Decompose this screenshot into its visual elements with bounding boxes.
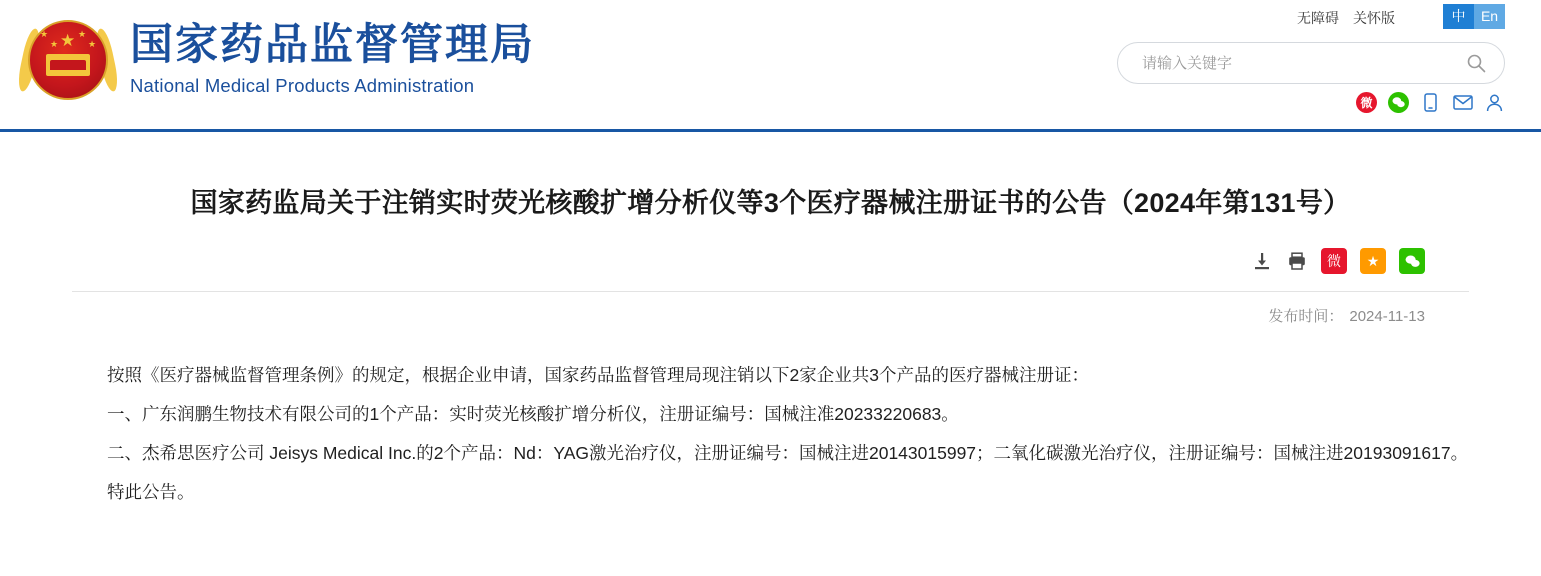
- share-wechat-icon[interactable]: [1399, 248, 1425, 274]
- share-weibo-icon[interactable]: 微: [1321, 248, 1347, 274]
- utility-links: [1297, 8, 1395, 28]
- social-links: [1356, 92, 1505, 113]
- mail-icon[interactable]: [1452, 92, 1473, 113]
- site-title-cn: 国家药品监督管理局: [130, 22, 535, 69]
- article-paragraph: 特此公告。: [107, 482, 195, 502]
- lang-cn-button[interactable]: 中: [1443, 4, 1474, 29]
- publish-label: 发布时间：: [1268, 308, 1344, 325]
- article-body: [72, 326, 1469, 512]
- site-header: [0, 0, 1541, 132]
- print-icon[interactable]: [1286, 250, 1308, 272]
- care-version-link[interactable]: 关怀版: [1353, 10, 1395, 26]
- lang-en-button[interactable]: En: [1474, 4, 1505, 29]
- publish-meta: [72, 292, 1469, 326]
- article-paragraph: 二、杰希思医疗公司 Jeisys Medical Inc.的2个产品：Nd：YAG激光治疗仪，注册证编号：国械注进20143015997；二氧化碳激光治疗仪，注册证编号：国械注进20193091617。: [107, 443, 1469, 463]
- wechat-icon[interactable]: [1388, 92, 1409, 113]
- favorite-icon[interactable]: ★: [1360, 248, 1386, 274]
- download-icon[interactable]: [1251, 250, 1273, 272]
- article-paragraph: 按照《医疗器械监督管理条例》的规定，根据企业申请，国家药品监督管理局现注销以下2家企业共3个产品的医疗器械注册证：: [107, 365, 1089, 385]
- publish-date: 2024-11-13: [1349, 308, 1425, 325]
- page-title: 国家药监局关于注销实时荧光核酸扩增分析仪等3个医疗器械注册证书的公告（2024年第131号）: [190, 188, 1351, 218]
- site-title-en: National Medical Products Administration: [130, 75, 475, 96]
- article-container: [0, 132, 1541, 512]
- accessibility-link[interactable]: 无障碍: [1297, 10, 1339, 26]
- search-input[interactable]: [1118, 55, 1466, 72]
- article-toolbar: [72, 244, 1469, 292]
- user-icon[interactable]: [1484, 92, 1505, 113]
- site-logo[interactable]: [22, 14, 535, 106]
- search-icon[interactable]: [1466, 53, 1486, 73]
- mobile-icon[interactable]: [1420, 92, 1441, 113]
- national-emblem-icon: ★ ★ ★ ★ ★: [22, 14, 114, 106]
- search-box[interactable]: [1117, 42, 1505, 84]
- weibo-icon[interactable]: 微: [1356, 92, 1377, 113]
- language-toggle[interactable]: [1443, 4, 1505, 29]
- article-paragraph: 一、广东润鹏生物技术有限公司的1个产品：实时荧光核酸扩增分析仪，注册证编号：国械注准20233220683。: [107, 404, 959, 424]
